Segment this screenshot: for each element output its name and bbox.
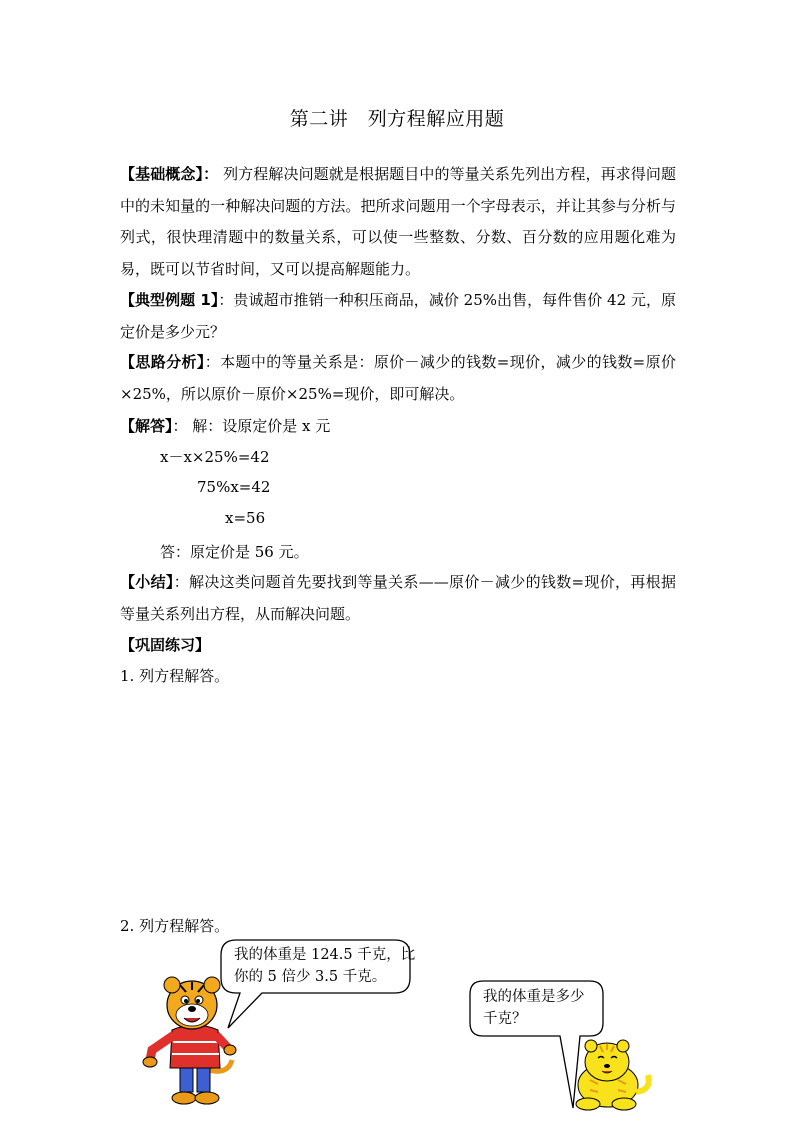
summary-text: ：解决这类问题首先要找到等量关系——原价－减少的钱数=现价，再根据等量关系列出方程，从而解决问题。: [120, 573, 676, 623]
example-text: ：贵诚超市推销一种积压商品，减价 25%出售，每件售价 42 元，原定价是多少元？: [120, 291, 676, 341]
tiger-sitting-icon: [576, 1040, 649, 1110]
left-bubble-text: [234, 944, 415, 988]
solution-label: 【解答】: [120, 417, 173, 435]
answer-line: 答：原定价是 56 元。: [160, 543, 309, 561]
analysis-text: ：本题中的等量关系是：原价－减少的钱数=现价，减少的钱数=原价×25%，所以原价－原价×25%=现价，即可解决。: [120, 353, 676, 403]
left-bubble-line-1: 我的体重是 124.5 千克，比: [234, 947, 416, 963]
practice-question-1: 1. 列方程解答。: [120, 667, 230, 685]
right-bubble-line-1: 我的体重是多少: [483, 989, 585, 1005]
concept-text: 列方程解决问题就是根据题目中的等量关系先列出方程，再求得问题中的未知量的一种解决问题的方法。把所求问题用一个字母表示，并让其参与分析与列式，很快理清题中的数量关系，可以使一些整数、分数、百分数的应用题化难为易，既可以节省时间，又可以提高解题能力。: [120, 165, 676, 278]
right-bubble-text: [483, 986, 585, 1030]
equation-step-2: 75%x=42: [197, 478, 271, 496]
right-bubble-line-2: 千克？: [483, 1011, 527, 1027]
example-label: 【典型例题 1】: [120, 291, 219, 309]
analysis-label: 【思路分析】: [120, 353, 205, 371]
practice-question-2: 2. 列方程解答。: [120, 917, 230, 935]
summary-label: 【小结】: [120, 573, 174, 591]
equation-step-3: x=56: [225, 509, 266, 527]
solution-text: ： 解：设原定价是 x 元: [172, 417, 331, 435]
concept-label: 【基础概念】：: [120, 165, 219, 183]
left-bubble-line-2: 你的 5 倍少 3.5 千克。: [234, 969, 387, 985]
practice-heading: 【巩固练习】: [120, 636, 211, 654]
tiger-standing-icon: [143, 977, 236, 1104]
equation-step-1: x－x×25%=42: [160, 448, 270, 466]
page-title: 第二讲 列方程解应用题: [289, 108, 505, 130]
